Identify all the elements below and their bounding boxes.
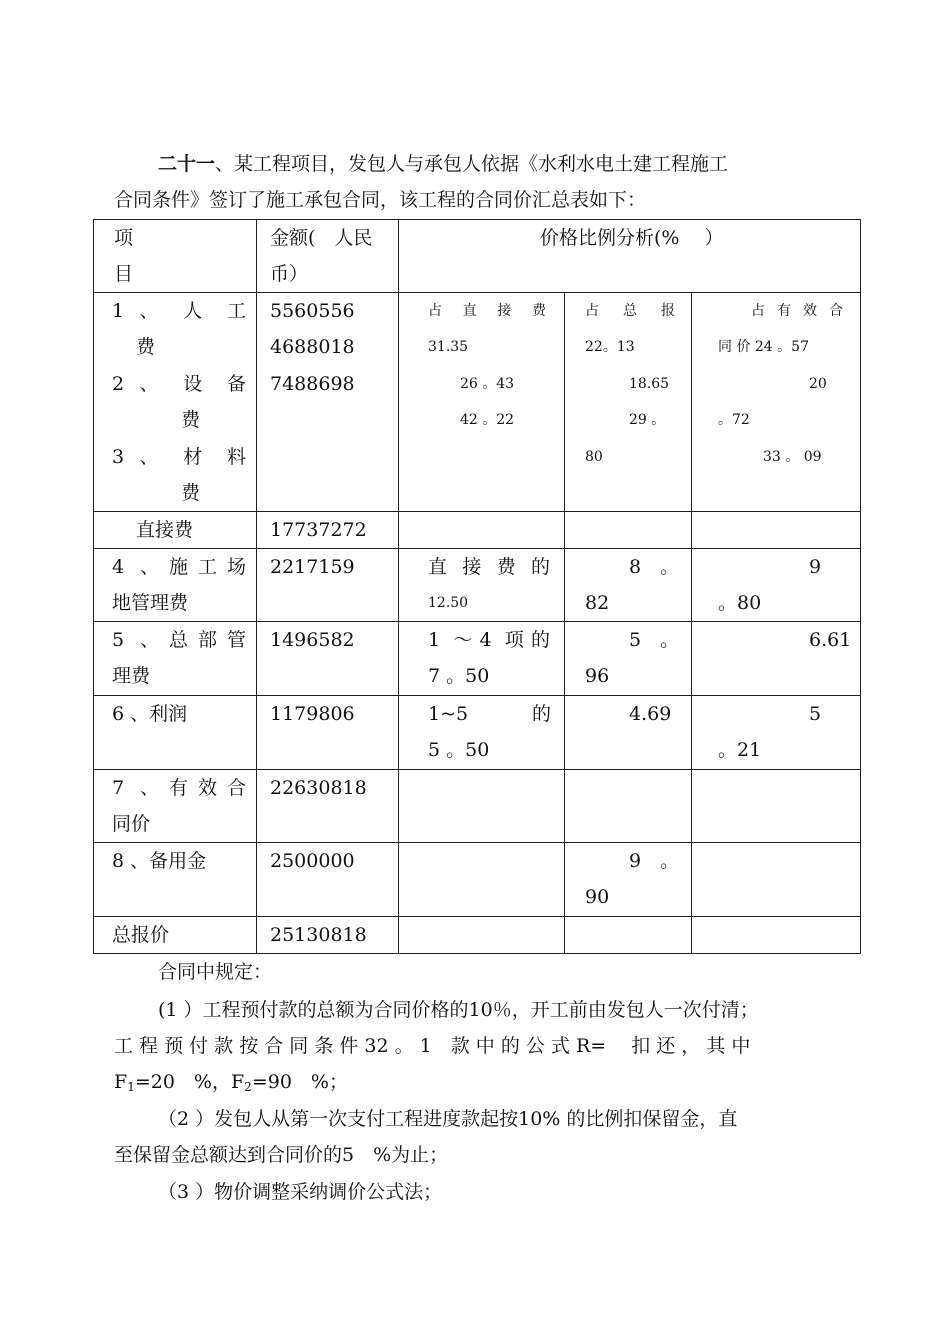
table-border-top [93, 219, 861, 220]
clause-2-line-1: （2 ）发包人从第一次支付工程进度款起按10% 的比例扣保留金，直 [158, 1108, 738, 1130]
direct-ratio-value: 直 接 费 的 [428, 556, 550, 578]
table-col-rule [256, 219, 257, 954]
direct-ratio-value: 1~5 [428, 703, 469, 725]
table-col-rule [564, 292, 565, 954]
total-ratio-value: 8 。 [629, 556, 680, 578]
total-ratio-value: 22。13 [585, 339, 635, 355]
item-label: 费 [181, 482, 201, 504]
clause-1-line-3: $F_1=20$ %，$F_2=90$ %； [114, 1071, 348, 1094]
amount-value: 4688018 [270, 336, 355, 358]
amount-value: 2500000 [270, 850, 355, 872]
direct-ratio-label: 占 直 接 费 [428, 303, 546, 319]
item-label: 3 、 材 料 [112, 446, 246, 468]
effective-ratio-value: 5 [809, 703, 822, 725]
item-label: 5 、总部管 [112, 629, 246, 651]
amount-value: 2217159 [270, 556, 355, 578]
direct-ratio-value: 26 。43 [460, 376, 515, 392]
item-label: 6 、利润 [112, 703, 188, 725]
item-label: 理费 [112, 665, 151, 687]
table-col-rule [691, 292, 692, 954]
table-col-rule [398, 219, 399, 954]
direct-ratio-value: 1 ～4 项的 [428, 629, 550, 651]
item-label: 7 、有效合 [112, 777, 246, 799]
item-label: 费 [136, 336, 156, 358]
effective-ratio-value: 9 [809, 556, 822, 578]
total-ratio-value: 96 [585, 665, 610, 687]
total-ratio-value: 18.65 [629, 376, 670, 392]
item-label: 8 、备用金 [112, 850, 207, 872]
amount-value: 17737272 [270, 519, 367, 541]
clause-3: （3 ）物价调整采纳调价公式法； [158, 1181, 443, 1203]
header-analysis: 价格比例分析(% ） [540, 227, 724, 249]
amount-value: 1179806 [270, 703, 355, 725]
effective-ratio-label: 占 有 效 合 [751, 303, 843, 319]
question-number: 二十一 [158, 153, 216, 175]
total-ratio-label: 占 总 报 [585, 303, 675, 319]
item-label: 直接费 [136, 519, 194, 541]
item-label: 费 [181, 409, 201, 431]
amount-value: 5560556 [270, 300, 355, 322]
total-ratio-value: 82 [585, 592, 610, 614]
direct-ratio-value: 42 。22 [460, 412, 515, 428]
total-ratio-value: 29 。 [629, 412, 666, 428]
item-label: 地管理费 [112, 592, 189, 614]
header-item: 项 [114, 227, 134, 249]
amount-value: 25130818 [270, 924, 367, 946]
effective-ratio-value: 33 。 09 [763, 449, 822, 465]
item-label: 同价 [112, 813, 151, 835]
table-rule [93, 511, 861, 512]
header-amount: 币） [270, 263, 309, 285]
clause-1-line-2: 工 程 预 付 款 按 合 同 条 件 32 。 1 款 中 的 公 式 R= 扣 还 ， 其 中 [114, 1035, 751, 1057]
total-ratio-value: 9 。 [629, 850, 680, 872]
effective-ratio-value: 。72 [718, 412, 750, 428]
direct-ratio-value: 12.50 [428, 595, 469, 611]
terms-heading: 合同中规定： [158, 961, 273, 983]
direct-ratio-value: 的 [532, 703, 552, 725]
direct-ratio-value: 5 。50 [428, 739, 490, 761]
intro-line-2: 合同条件》签订了施工承包合同，该工程的合同价汇总表如下： [114, 189, 647, 211]
effective-ratio-value: 6.61 [809, 629, 852, 651]
effective-ratio-value: 20 [809, 376, 827, 392]
item-label: 1 、 人 工 [112, 300, 246, 322]
amount-value: 1496582 [270, 629, 355, 651]
direct-ratio-value: 7 。50 [428, 665, 490, 687]
amount-value: 7488698 [270, 373, 355, 395]
effective-ratio-value: 同 价 24 。57 [718, 339, 809, 355]
table-rule [93, 916, 861, 917]
header-amount: 金额( 人民 [270, 227, 373, 249]
table-rule [93, 695, 861, 696]
total-ratio-value: 4.69 [629, 703, 672, 725]
clause-2-line-2: 至保留金总额达到合同价的5 %为止； [114, 1144, 449, 1166]
clause-1-line-1: (1 ）工程预付款的总额为合同价格的10％，开工前由发包人一次付清； [158, 999, 759, 1021]
table-border-right [860, 219, 861, 954]
table-border-left [93, 219, 94, 954]
total-ratio-value: 80 [585, 449, 603, 465]
intro-line-1: 二十一、某工程项目，发包人与承包人依据《水利水电土建工程施工 [158, 153, 729, 175]
item-label: 2 、 设 备 [112, 373, 246, 395]
item-label: 4 、施工场 [112, 556, 246, 578]
total-ratio-value: 5 。 [629, 629, 680, 651]
header-item: 目 [114, 263, 134, 285]
item-label: 总报价 [112, 924, 170, 946]
direct-ratio-value: 31.35 [428, 339, 469, 355]
effective-ratio-value: 。80 [718, 592, 762, 614]
effective-ratio-value: 。21 [718, 739, 762, 761]
amount-value: 22630818 [270, 777, 367, 799]
table-rule [93, 842, 861, 843]
total-ratio-value: 90 [585, 886, 610, 908]
